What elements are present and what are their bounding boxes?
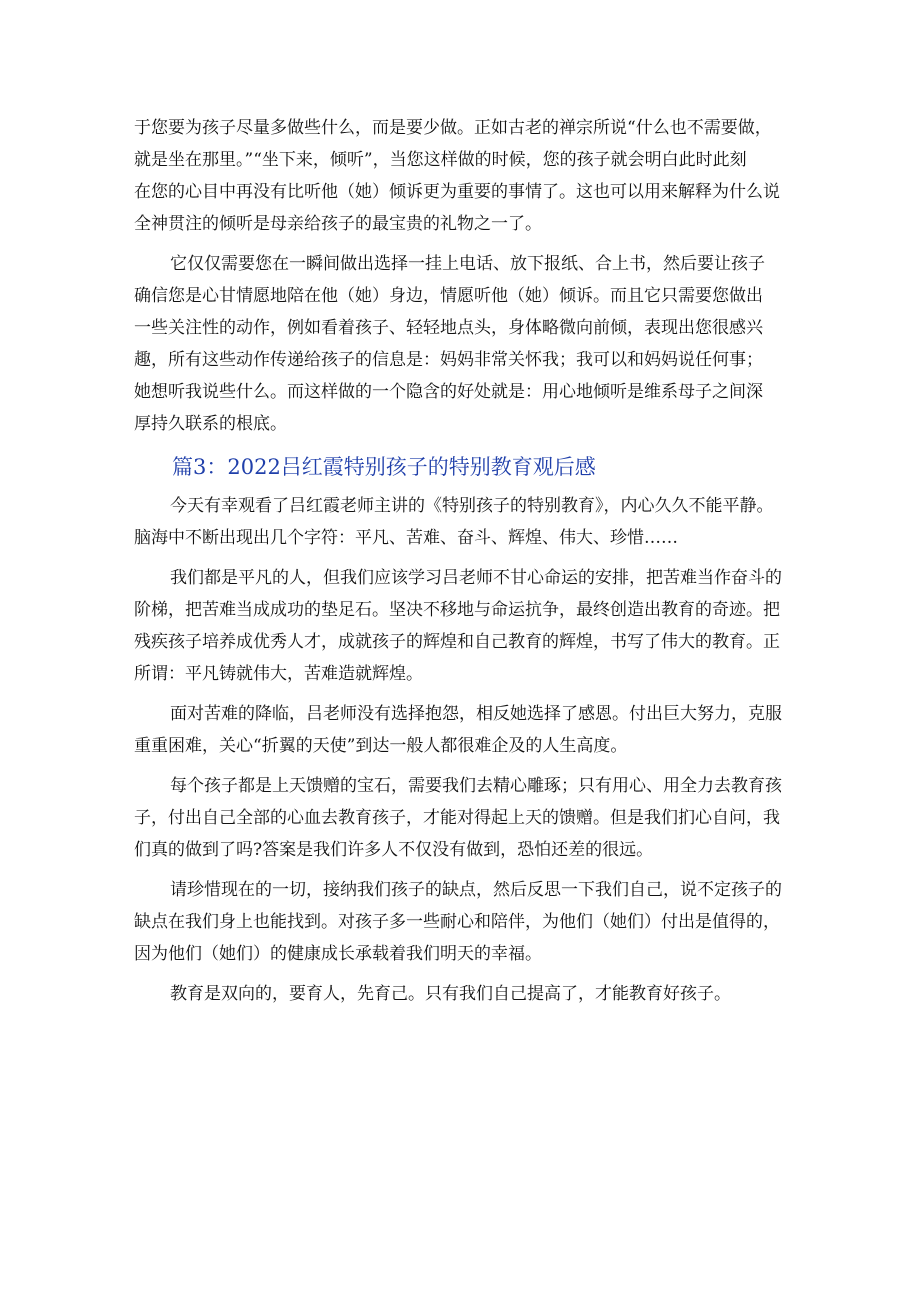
text-line: 子，付出自己全部的心血去教育孩子，才能对得起上天的馈赠。但是我们扪心自问，我 bbox=[134, 808, 780, 828]
text-line: 所谓：平凡铸就伟大，苦难造就辉煌。 bbox=[134, 664, 423, 684]
text-line: 全神贯注的倾听是母亲给孩子的最宝贵的礼物之一了。 bbox=[134, 214, 542, 234]
paragraph-listening-choice bbox=[134, 248, 794, 440]
text-line: 我们都是平凡的人，但我们应该学习吕老师不甘心命运的安排，把苦难当作奋斗的 bbox=[170, 568, 782, 588]
paragraph-gem bbox=[134, 770, 794, 866]
text-line: 每个孩子都是上天馈赠的宝石，需要我们去精心雕琢；只有用心、用全力去教育孩 bbox=[170, 776, 782, 796]
text-line: 一些关注性的动作，例如看着孩子、轻轻地点头，身体略微向前倾，表现出您很感兴 bbox=[134, 318, 763, 338]
text-line: 它仅仅需要您在一瞬间做出选择一挂上电话、放下报纸、合上书，然后要让孩子 bbox=[170, 254, 765, 274]
section-heading: 篇3：2022吕红霞特别孩子的特别教育观后感 bbox=[172, 455, 596, 479]
text-line: 阶梯，把苦难当成成功的垫足石。坚决不移地与命运抗争，最终创造出教育的奇迹。把 bbox=[134, 600, 780, 620]
paragraph-education bbox=[134, 978, 794, 1010]
text-line: 残疾孩子培养成优秀人才，成就孩子的辉煌和自己教育的辉煌，书写了伟大的教育。正 bbox=[134, 632, 780, 652]
text-line: 于您要为孩子尽量多做些什么，而是要少做。正如古老的禅宗所说“什么也不需要做， bbox=[134, 118, 772, 138]
paragraph-ordinary-people bbox=[134, 562, 794, 690]
text-line: 面对苦难的降临，吕老师没有选择抱怨，相反她选择了感恩。付出巨大努力，克服 bbox=[170, 704, 782, 724]
text-line: 请珍惜现在的一切，接纳我们孩子的缺点，然后反思一下我们自己，说不定孩子的 bbox=[170, 880, 782, 900]
text-line: 她想听我说些什么。而这样做的一个隐含的好处就是：用心地倾听是维系母子之间深 bbox=[134, 382, 763, 402]
text-line: 在您的心目中再没有比听他（她）倾诉更为重要的事情了。这也可以用来解释为什么说 bbox=[134, 182, 780, 202]
text-line: 重重困难，关心“折翼的天使”到达一般人都很难企及的人生高度。 bbox=[134, 736, 628, 756]
text-line: 趣，所有这些动作传递给孩子的信息是：妈妈非常关怀我；我可以和妈妈说任何事； bbox=[134, 350, 763, 370]
text-line: 今天有幸观看了吕红霞老师主讲的《特别孩子的特别教育》，内心久久不能平静。 bbox=[170, 496, 774, 516]
text-line: 因为他们（她们）的健康成长承载着我们明天的幸福。 bbox=[134, 944, 542, 964]
paragraph-intro bbox=[134, 490, 794, 554]
document-body bbox=[134, 112, 794, 1010]
text-line: 缺点在我们身上也能找到。对孩子多一些耐心和陪伴，为他们（她们）付出是值得的， bbox=[134, 912, 780, 932]
paragraph-continued bbox=[134, 112, 794, 240]
text-line: 们真的做到了吗?答案是我们许多人不仅没有做到，恐怕还差的很远。 bbox=[134, 840, 654, 860]
text-line: 确信您是心甘情愿地陪在他（她）身边，情愿听他（她）倾诉。而且它只需要您做出 bbox=[134, 286, 763, 306]
paragraph-cherish bbox=[134, 874, 794, 970]
paragraph-gratitude bbox=[134, 698, 794, 762]
text-line: 教育是双向的，要育人，先育己。只有我们自己提高了，才能教育好孩子。 bbox=[170, 984, 731, 1004]
text-line: 脑海中不断出现出几个字符：平凡、苦难、奋斗、辉煌、伟大、珍惜…… bbox=[134, 528, 678, 548]
text-line: 厚持久联系的根底。 bbox=[134, 414, 287, 434]
text-line: 就是坐在那里。”“坐下来，倾听”，当您这样做的时候，您的孩子就会明白此时此刻 bbox=[134, 150, 747, 170]
